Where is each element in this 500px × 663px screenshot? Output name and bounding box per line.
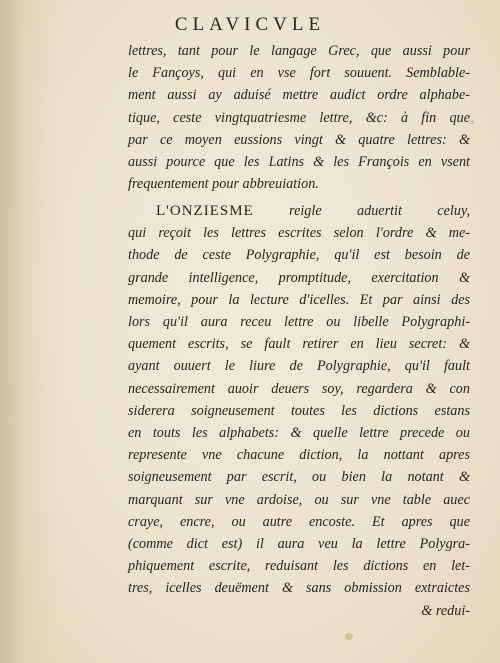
- catchword: & redui-: [421, 602, 470, 619]
- text-line: grande intelligence, promptitude, exercitation &: [128, 269, 470, 286]
- text-line: necessairement auoir deuers soy, regardera & con: [128, 380, 470, 397]
- text-line: par ce moyen eussions vingt & quatre lettres: &: [128, 131, 470, 148]
- paper-stain: [345, 633, 353, 640]
- paragraph-1: [128, 40, 470, 195]
- paragraph-2: [128, 200, 470, 622]
- text-line: memoire, pour la lecture d'icelles. Et par ainsi des: [128, 291, 470, 308]
- text-line: thode de ceste Polygraphie, qu'il est besoin de: [128, 247, 470, 264]
- text-line: tres, icelles deuëment & sans obmission extraictes: [128, 580, 470, 597]
- paper-stain: [470, 120, 474, 124]
- text-line: ayant ouuert le liure de Polygraphie, qu'il fault: [128, 358, 470, 375]
- text-line: marquant sur vne ardoise, ou sur vne table auec: [128, 491, 470, 508]
- text-line: aussi pource que les Latins & les François en vsent: [128, 154, 470, 171]
- text-line: [128, 200, 470, 222]
- gutter-shadow: [0, 0, 60, 663]
- paragraph-lead: L'ONZIESME: [156, 203, 254, 219]
- text-line: quement escrits, se fault retirer en lieu secret: &: [128, 336, 470, 353]
- text-line: lettres, tant pour le langage Grec, que aussi pour: [128, 43, 470, 59]
- text-line: (comme dict est) il aura veu la lettre Polygra-: [128, 536, 470, 553]
- lead-rest: reigle aduertit celuy,: [289, 203, 470, 219]
- text-line: frequentement pour abbreuiation.: [128, 176, 319, 193]
- text-line: lors qu'il aura receu lettre ou libelle Polygraphi-: [128, 314, 470, 331]
- text-line: represente vne chacune diction, la nottant apres: [128, 447, 470, 464]
- running-head: CLAVICVLE: [174, 14, 326, 35]
- text-line: qui reçoit les lettres escrites selon l'ordre & me-: [128, 225, 470, 242]
- text-line: ment aussi ay aduisé mettre audict ordre alphabe-: [128, 87, 470, 104]
- text-line: le Fançoys, qui en vse fort souuent. Semblable-: [128, 65, 470, 82]
- text-line: soigneusement par escrit, ou bien la notant &: [128, 469, 470, 486]
- text-line: tique, ceste vingtquatriesme lettre, &c: à fin que: [128, 109, 470, 126]
- text-line: craye, encre, ou autre encoste. Et apres que: [128, 513, 470, 530]
- text-line: siderera soigneusement toutes les dictions estans: [128, 402, 470, 419]
- text-line: phiquement escrite, reduisant les dictions en let-: [128, 558, 470, 575]
- text-line: en touts les alphabets: & quelle lettre precede ou: [128, 425, 470, 442]
